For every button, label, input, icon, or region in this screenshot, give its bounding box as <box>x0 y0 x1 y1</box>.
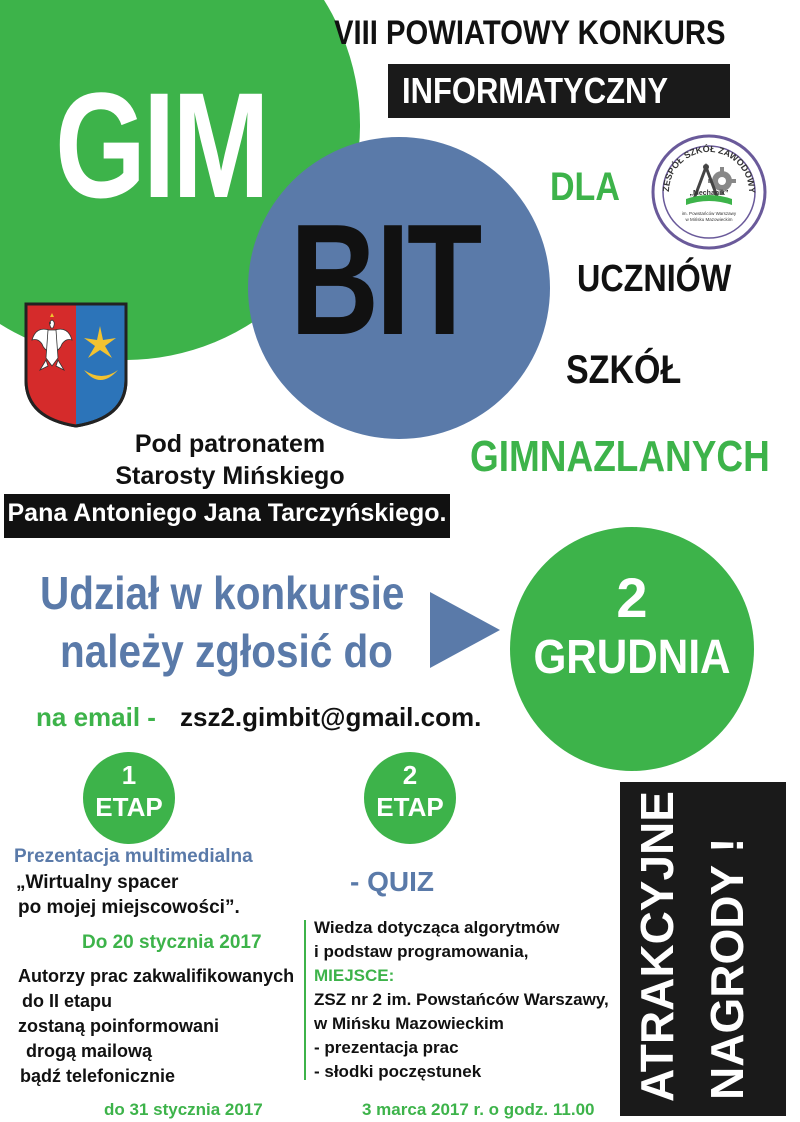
contest-title-line2: INFORMATYCZNY <box>402 70 669 111</box>
school-sub1-text: im. Powstańców Warszawy <box>681 211 737 216</box>
school-ring-text: ZESPÓŁ SZKÓŁ ZAWODOWY <box>660 143 758 194</box>
stage2-title: - QUIZ <box>350 866 434 897</box>
stage2-info-line: i podstaw programowania, <box>314 942 529 961</box>
stage1-info-line: drogą mailową <box>26 1041 153 1061</box>
email-address: zsz2.gimbit@gmail.com. <box>180 702 482 732</box>
stage2-info-line: Wiedza dotycząca algorytmów <box>314 918 560 937</box>
prizes-line2: NAGRODY ! <box>701 837 753 1100</box>
arrow-right-icon <box>428 590 502 670</box>
stage1-info-line: bądź telefonicznie <box>20 1066 176 1086</box>
stage2-info-line: - słodki poczęstunek <box>314 1062 482 1081</box>
stage2-place-label: MIEJSCE: <box>314 966 395 985</box>
logo-gim-text: GIM <box>55 61 267 229</box>
school-name-text: „Mechanik” <box>689 190 729 197</box>
stage1-deadline: Do 20 stycznia 2017 <box>82 932 262 953</box>
stage1-title: Prezentacja multimedialna <box>14 846 253 867</box>
audience-word-gimnazjalnych: GIMNAZLANYCH <box>470 432 770 481</box>
stage2-info-line: w Mińsku Mazowieckim <box>314 1014 504 1033</box>
stage1-info-line: Autorzy prac zakwalifikowanych <box>18 966 295 986</box>
patronage-line1: Pod patronatem <box>134 430 326 458</box>
patronage-line2: Starosty Mińskiego <box>115 462 345 490</box>
stage1-info-line: zostaną poinformowani <box>18 1016 220 1036</box>
stage1-subtitle1: „Wirtualny spacer <box>16 872 179 893</box>
deadline-day: 2 <box>616 566 648 629</box>
school-sub2-text: w Mińsku Mazowieckim <box>685 217 733 222</box>
logo-bit-text: BIT <box>290 192 480 368</box>
school-emblem-icon <box>650 133 768 251</box>
stage2-divider <box>304 920 306 1080</box>
prizes-line1: ATRAKCYJNE <box>631 791 683 1102</box>
stage1-label: ETAP <box>95 792 163 822</box>
registration-line2: należy zgłosić do <box>60 625 393 677</box>
contest-title-line1: VIII POWIATOWY KONKURS <box>334 14 726 52</box>
registration-line1: Udział w konkursie <box>40 567 405 619</box>
stage2-info-line: - prezentacja prac <box>314 1038 459 1057</box>
stage2-label: ETAP <box>376 792 444 822</box>
stage2-final-date: 3 marca 2017 r. o godz. 11.00 <box>362 1100 595 1119</box>
stage2-number: 2 <box>402 760 418 790</box>
patronage-line3: Pana Antoniego Jana Tarczyńskiego. <box>7 499 447 527</box>
deadline-month: GRUDNIA <box>533 631 731 684</box>
audience-word-uczniow: UCZNIÓW <box>577 258 732 300</box>
stage1-final-date: do 31 stycznia 2017 <box>104 1100 263 1119</box>
email-label: na email - <box>36 702 156 732</box>
stage1-number: 1 <box>121 760 137 790</box>
stage2-info-line: ZSZ nr 2 im. Powstańców Warszawy, <box>314 990 609 1009</box>
audience-word-dla: DLA <box>550 165 620 209</box>
coat-of-arms-icon <box>22 300 130 428</box>
stage1-subtitle2: po mojej miejscowości”. <box>18 897 240 918</box>
stage1-info-line: do II etapu <box>22 991 112 1011</box>
audience-word-szkol: SZKÓŁ <box>566 348 682 392</box>
